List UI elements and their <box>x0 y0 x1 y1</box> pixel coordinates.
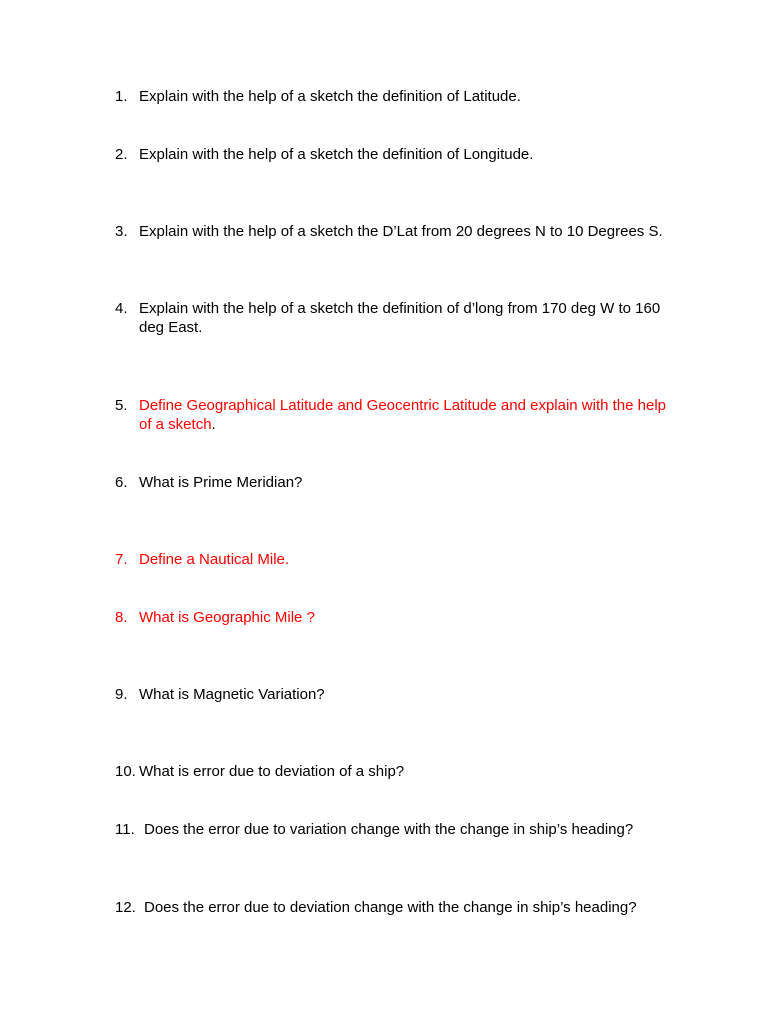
question-text: What is Magnetic Variation? <box>139 686 325 703</box>
question-10 <box>115 762 675 781</box>
question-number: 2. <box>115 146 128 163</box>
question-number: 7. <box>115 551 128 568</box>
question-number: 9. <box>115 686 128 703</box>
question-text-wrapper <box>139 396 675 434</box>
question-text: Define a Nautical Mile. <box>139 551 290 568</box>
question-number: 10. <box>115 763 136 780</box>
question-text: What is Prime Meridian? <box>139 474 303 491</box>
question-text: Explain with the help of a sketch the D’Lat from 20 degrees N to 10 Degrees S. <box>139 223 663 240</box>
question-12 <box>115 898 675 917</box>
question-text: Explain with the help of a sketch the definition of Latitude. <box>139 88 521 105</box>
question-8 <box>115 608 675 627</box>
question-11 <box>115 820 675 839</box>
question-text: Explain with the help of a sketch the definition of d’long from 170 deg W to 160 deg East. <box>139 300 661 336</box>
question-number: 5. <box>115 397 128 414</box>
question-3 <box>115 222 675 241</box>
question-text: Does the error due to deviation change with the change in ship’s heading? <box>144 899 637 916</box>
question-text: Explain with the help of a sketch the definition of Longitude. <box>139 146 534 163</box>
question-6 <box>115 473 675 492</box>
question-5 <box>115 396 675 434</box>
question-text: Does the error due to variation change with the change in ship’s heading? <box>144 821 634 838</box>
question-2 <box>115 145 675 164</box>
question-number: 6. <box>115 474 128 491</box>
question-text: Define Geographical Latitude and Geocentric Latitude and explain with the help of a sketch <box>139 397 667 433</box>
question-number: 3. <box>115 223 128 240</box>
question-text: What is error due to deviation of a ship? <box>139 763 405 780</box>
question-1 <box>115 87 675 106</box>
question-number: 8. <box>115 609 128 626</box>
question-text: What is Geographic Mile ? <box>139 609 315 626</box>
question-number: 4. <box>115 300 128 317</box>
question-7 <box>115 550 675 569</box>
question-number: 1. <box>115 88 128 105</box>
question-4 <box>115 299 675 337</box>
question-suffix: . <box>211 416 216 433</box>
question-number: 12. <box>115 899 136 916</box>
question-9 <box>115 685 675 704</box>
question-number: 11. <box>115 821 135 838</box>
